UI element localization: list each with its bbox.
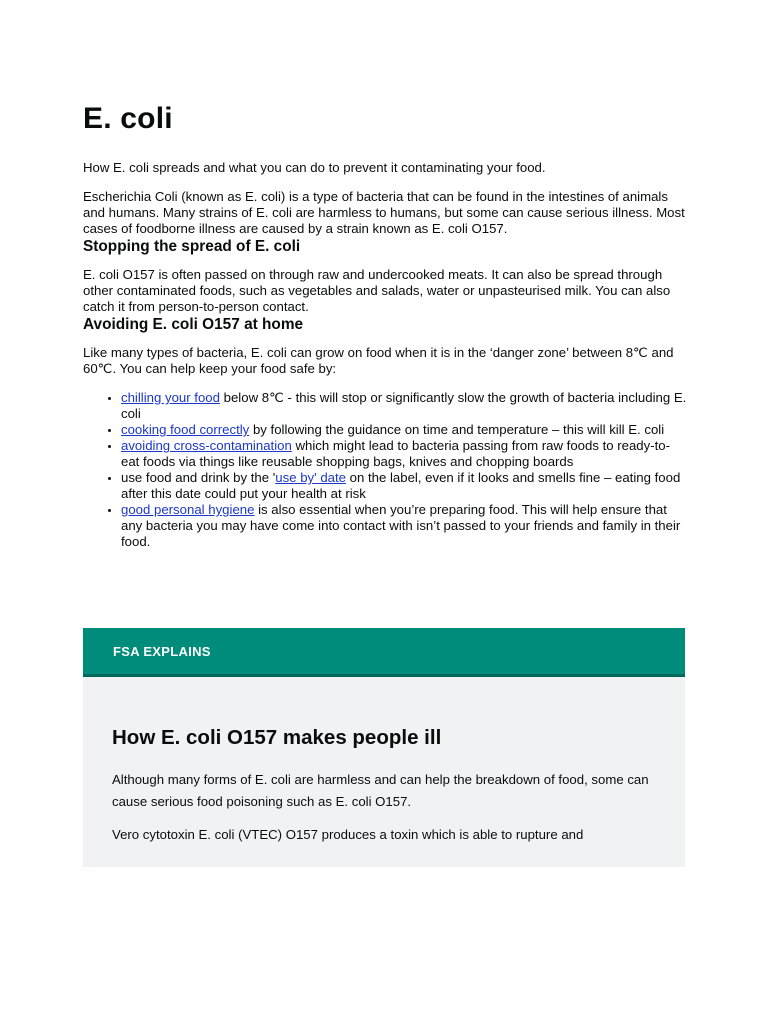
list-item	[121, 422, 687, 438]
tip-text-after: which might lead to bacteria passing from raw foods to ready-to-eat foods via things like reusable shopping bags, knives and chopping boards	[121, 438, 671, 469]
avoiding-heading: Avoiding E. coli O157 at home	[83, 316, 304, 333]
fsa-explains-body	[83, 677, 685, 846]
stopping-heading: Stopping the spread of E. coli	[83, 238, 301, 255]
fsa-explains-panel	[83, 628, 685, 867]
avoiding-paragraph: Like many types of bacteria, E. coli can grow on food when it is in the ‘danger zone’ between 8℃ and 60℃. You can help keep your food safe by:	[83, 345, 674, 376]
fsa-explains-title: How E. coli O157 makes people ill	[112, 726, 442, 749]
page-title: E. coli	[83, 102, 173, 135]
tip-text-after: on the label, even if it looks and smells fine – eating food after this date could put your health at risk	[121, 470, 681, 501]
tip-text-before: use food and drink by the '	[121, 470, 276, 485]
list-item	[121, 470, 687, 502]
cross-contamination-link[interactable]: avoiding cross-contamination	[121, 438, 292, 453]
tip-text-after: below 8℃ - this will stop or significantly slow the growth of bacteria including E. coli	[121, 390, 687, 421]
cooking-food-correctly-link[interactable]: cooking food correctly	[121, 422, 250, 437]
fsa-explains-paragraph-2: Vero cytotoxin E. coli (VTEC) O157 produces a toxin which is able to rupture and	[112, 827, 584, 842]
list-item	[121, 390, 687, 422]
fsa-explains-header	[83, 628, 685, 677]
personal-hygiene-link[interactable]: good personal hygiene	[121, 502, 255, 517]
stopping-paragraph: E. coli O157 is often passed on through raw and undercooked meats. It can also be spread through other contaminated foods, such as vegetables and salads, water or unpasteurised milk. You can also catch it from person-to-person contact.	[83, 267, 671, 314]
fsa-explains-label: FSA EXPLAINS	[113, 643, 211, 659]
lede-paragraph: How E. coli spreads and what you can do to prevent it contaminating your food.	[83, 160, 546, 175]
article-content	[83, 100, 687, 550]
tip-text-after: is also essential when you’re preparing food. This will help ensure that any bacteria you may have come into contact with isn’t passed to your friends and family in their food.	[121, 502, 681, 549]
safety-tips-list	[83, 390, 687, 550]
intro-paragraph: Escherichia Coli (known as E. coli) is a type of bacteria that can be found in the intestines of animals and humans. Many strains of E. coli are harmless to humans, but some can cause serious illness. Most cases of foodborne illness are caused by a strain known as E. coli O157.	[83, 189, 685, 236]
list-item	[121, 502, 687, 550]
chilling-your-food-link[interactable]: chilling your food	[121, 390, 220, 405]
fsa-explains-paragraph-1: Although many forms of E. coli are harmless and can help the breakdown of food, some can cause serious food poisoning such as E. coli O157.	[112, 772, 649, 809]
tip-text-after: by following the guidance on time and temperature – this will kill E. coli	[249, 422, 665, 437]
use-by-date-link[interactable]: use by' date	[275, 470, 346, 485]
list-item	[121, 438, 687, 470]
